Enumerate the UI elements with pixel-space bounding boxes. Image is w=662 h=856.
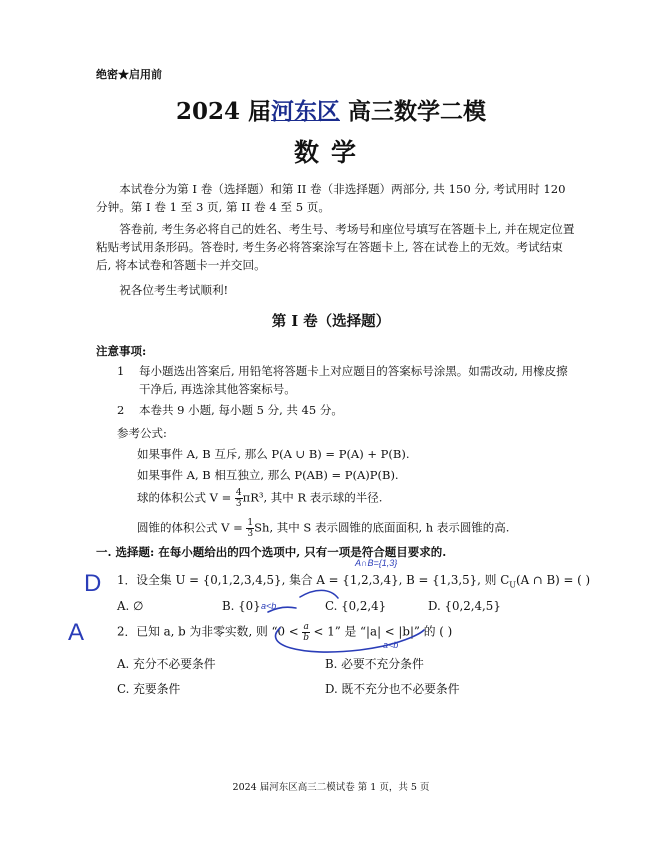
- handwritten-answer-q2: A: [68, 619, 85, 646]
- fraction-denominator: 3: [247, 529, 254, 539]
- section-title: 第 I 卷（选择题）: [271, 313, 391, 330]
- option-c[interactable]: C. {0,2,4}: [325, 599, 387, 613]
- title-district-link[interactable]: 河东区: [271, 98, 340, 125]
- option-a[interactable]: A. 充分不必要条件: [117, 657, 216, 671]
- question-text: < 1” 是 “|a| < |b|” 的 ( ): [309, 624, 453, 639]
- handwritten-arrow-curve: [276, 628, 424, 652]
- option-a[interactable]: A. ∅: [117, 599, 144, 613]
- fraction-numerator: 1: [247, 518, 254, 528]
- fraction-numerator: a: [303, 622, 309, 632]
- handwritten-note-right: a<b: [383, 640, 399, 650]
- handwritten-note-left: a<b: [261, 601, 277, 611]
- fraction-denominator: 3: [235, 499, 242, 509]
- notice-item-text: 每小题选出答案后, 用铅笔将答题卡上对应题目的答案标号涂黑。如需改动, 用橡皮擦干净后, 再选涂其他答案标号。: [139, 364, 568, 396]
- notice-item-number: 2: [117, 403, 125, 417]
- option-c[interactable]: C. 充要条件: [117, 682, 181, 696]
- notice-heading: 注意事项:: [96, 344, 147, 358]
- handwritten-answer-q1: D: [84, 570, 102, 597]
- formula-exclusive: 如果事件 A, B 互斥, 那么 P(A ∪ B) = P(A) + P(B).: [137, 447, 410, 461]
- fraction-denominator: b: [303, 633, 309, 643]
- formula-heading: 参考公式:: [117, 426, 167, 440]
- part-heading: 一. 选择题: 在每小题给出的四个选项中, 只有一项是符合题目要求的.: [96, 545, 447, 559]
- notice-item-number: 1: [117, 364, 125, 378]
- formula-text: πR³, 其中 R 表示球的半径.: [242, 490, 383, 505]
- option-d[interactable]: D. 既不充分也不必要条件: [325, 682, 460, 696]
- option-d[interactable]: D. {0,2,4,5}: [428, 599, 501, 613]
- notice-item-text: 本卷共 9 小题, 每小题 5 分, 共 45 分。: [139, 403, 343, 417]
- handwritten-note-intersection: A∩B={1,3}: [355, 558, 398, 568]
- option-b[interactable]: B. 必要不充分条件: [325, 657, 424, 671]
- formula-text: Sh, 其中 S 表示圆锥的底面面积, h 表示圆锥的高.: [254, 520, 510, 535]
- question-text: 2．已知 a, b 为非零实数, 则 “0 <: [117, 624, 303, 639]
- intro-paragraph-3: 祝各位考生考试顺利!: [119, 283, 229, 297]
- formula-independent: 如果事件 A, B 相互独立, 那么 P(AB) = P(A)P(B).: [137, 468, 399, 482]
- option-b[interactable]: B. {0}: [222, 599, 261, 613]
- title-prefix: 2024 届: [175, 98, 271, 125]
- page-footer: 2024 届河东区高三二模试卷 第 1 页，共 5 页: [232, 782, 430, 793]
- intro-paragraph-2: 答卷前, 考生务必将自己的姓名、考生号、考场号和座位号填写在答题卡上, 并在规定位置粘贴考试用条形码。答卷时, 考生务必将答案涂写在答题卡上, 答在试卷上的无效。考试结束后, 将本试卷和答题卡一并交回。: [96, 222, 575, 272]
- question-text: (A ∩ B) = ( ): [516, 573, 591, 587]
- formula-text: 圆锥的体积公式 V =: [137, 520, 247, 535]
- subject-title: 数学: [293, 138, 368, 167]
- subscript: U: [509, 580, 516, 590]
- question-text: 1．设全集 U = {0,1,2,3,4,5}, 集合 A = {1,2,3,4}, B = {1,3,5}, 则 C: [117, 573, 510, 587]
- formula-text: 球的体积公式 V =: [137, 490, 235, 505]
- intro-paragraph-1: 本试卷分为第 I 卷（选择题）和第 II 卷（非选择题）两部分, 共 150 分, 考试用时 120 分钟。第 I 卷 1 至 3 页, 第 II 卷 4 至 5 页。: [96, 182, 566, 214]
- title-suffix: 高三数学二模: [340, 98, 487, 125]
- confidential-label: 绝密★启用前: [96, 68, 162, 81]
- fraction-numerator: 4: [235, 488, 242, 498]
- handwritten-brace: [300, 590, 338, 598]
